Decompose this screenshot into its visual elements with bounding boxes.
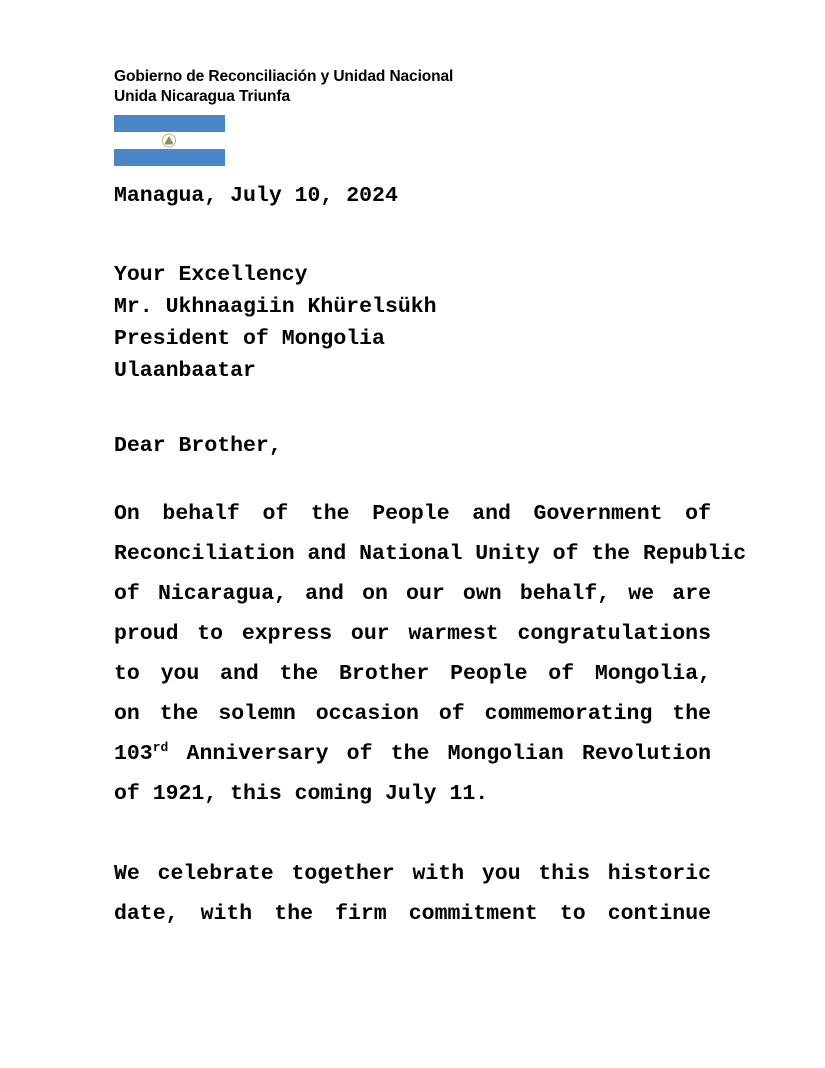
anniversary-text: Anniversary of the Mongolian Revolution xyxy=(168,742,711,766)
paragraph-line: of Nicaragua, and on our own behalf, we are xyxy=(114,582,711,606)
letterhead xyxy=(114,67,453,107)
paragraph-line: proud to express our warmest congratulations xyxy=(114,622,711,646)
address-city: Ulaanbaatar xyxy=(114,359,256,383)
ordinal-suffix: rd xyxy=(152,739,169,755)
paragraph-line: We celebrate together with you this historic xyxy=(114,862,711,886)
paragraph-line: Reconciliation and National Unity of the Republic xyxy=(114,542,747,566)
paragraph-line-anniversary xyxy=(114,734,711,774)
nicaragua-flag-icon xyxy=(114,115,225,166)
paragraph-line: on the solemn occasion of commemorating the xyxy=(114,702,711,726)
letterhead-slogan: Unida Nicaragua Triunfa xyxy=(114,88,290,105)
paragraph-line: date, with the firm commitment to continue xyxy=(114,902,711,926)
anniversary-number: 103 xyxy=(114,742,153,766)
paragraph-line: On behalf of the People and Government of xyxy=(114,502,711,526)
paragraph-line: of 1921, this coming July 11. xyxy=(114,782,489,806)
address-recipient-title: President of Mongolia xyxy=(114,327,385,351)
paragraph-celebration xyxy=(114,854,711,934)
salutation: Dear Brother, xyxy=(114,434,282,458)
paragraph-congratulations xyxy=(114,494,747,814)
paragraph-line: to you and the Brother People of Mongolia, xyxy=(114,662,711,686)
address-recipient-name: Mr. Ukhnaagiin Khürelsükh xyxy=(114,295,437,319)
address-honorific: Your Excellency xyxy=(114,263,308,287)
recipient-address xyxy=(114,259,437,387)
flag-top-band xyxy=(114,115,225,132)
letterhead-government-name: Gobierno de Reconciliación y Unidad Nacional xyxy=(114,68,454,85)
coat-of-arms-icon xyxy=(160,132,178,149)
flag-bottom-band xyxy=(114,149,225,166)
letter-date: Managua, July 10, 2024 xyxy=(114,184,398,208)
